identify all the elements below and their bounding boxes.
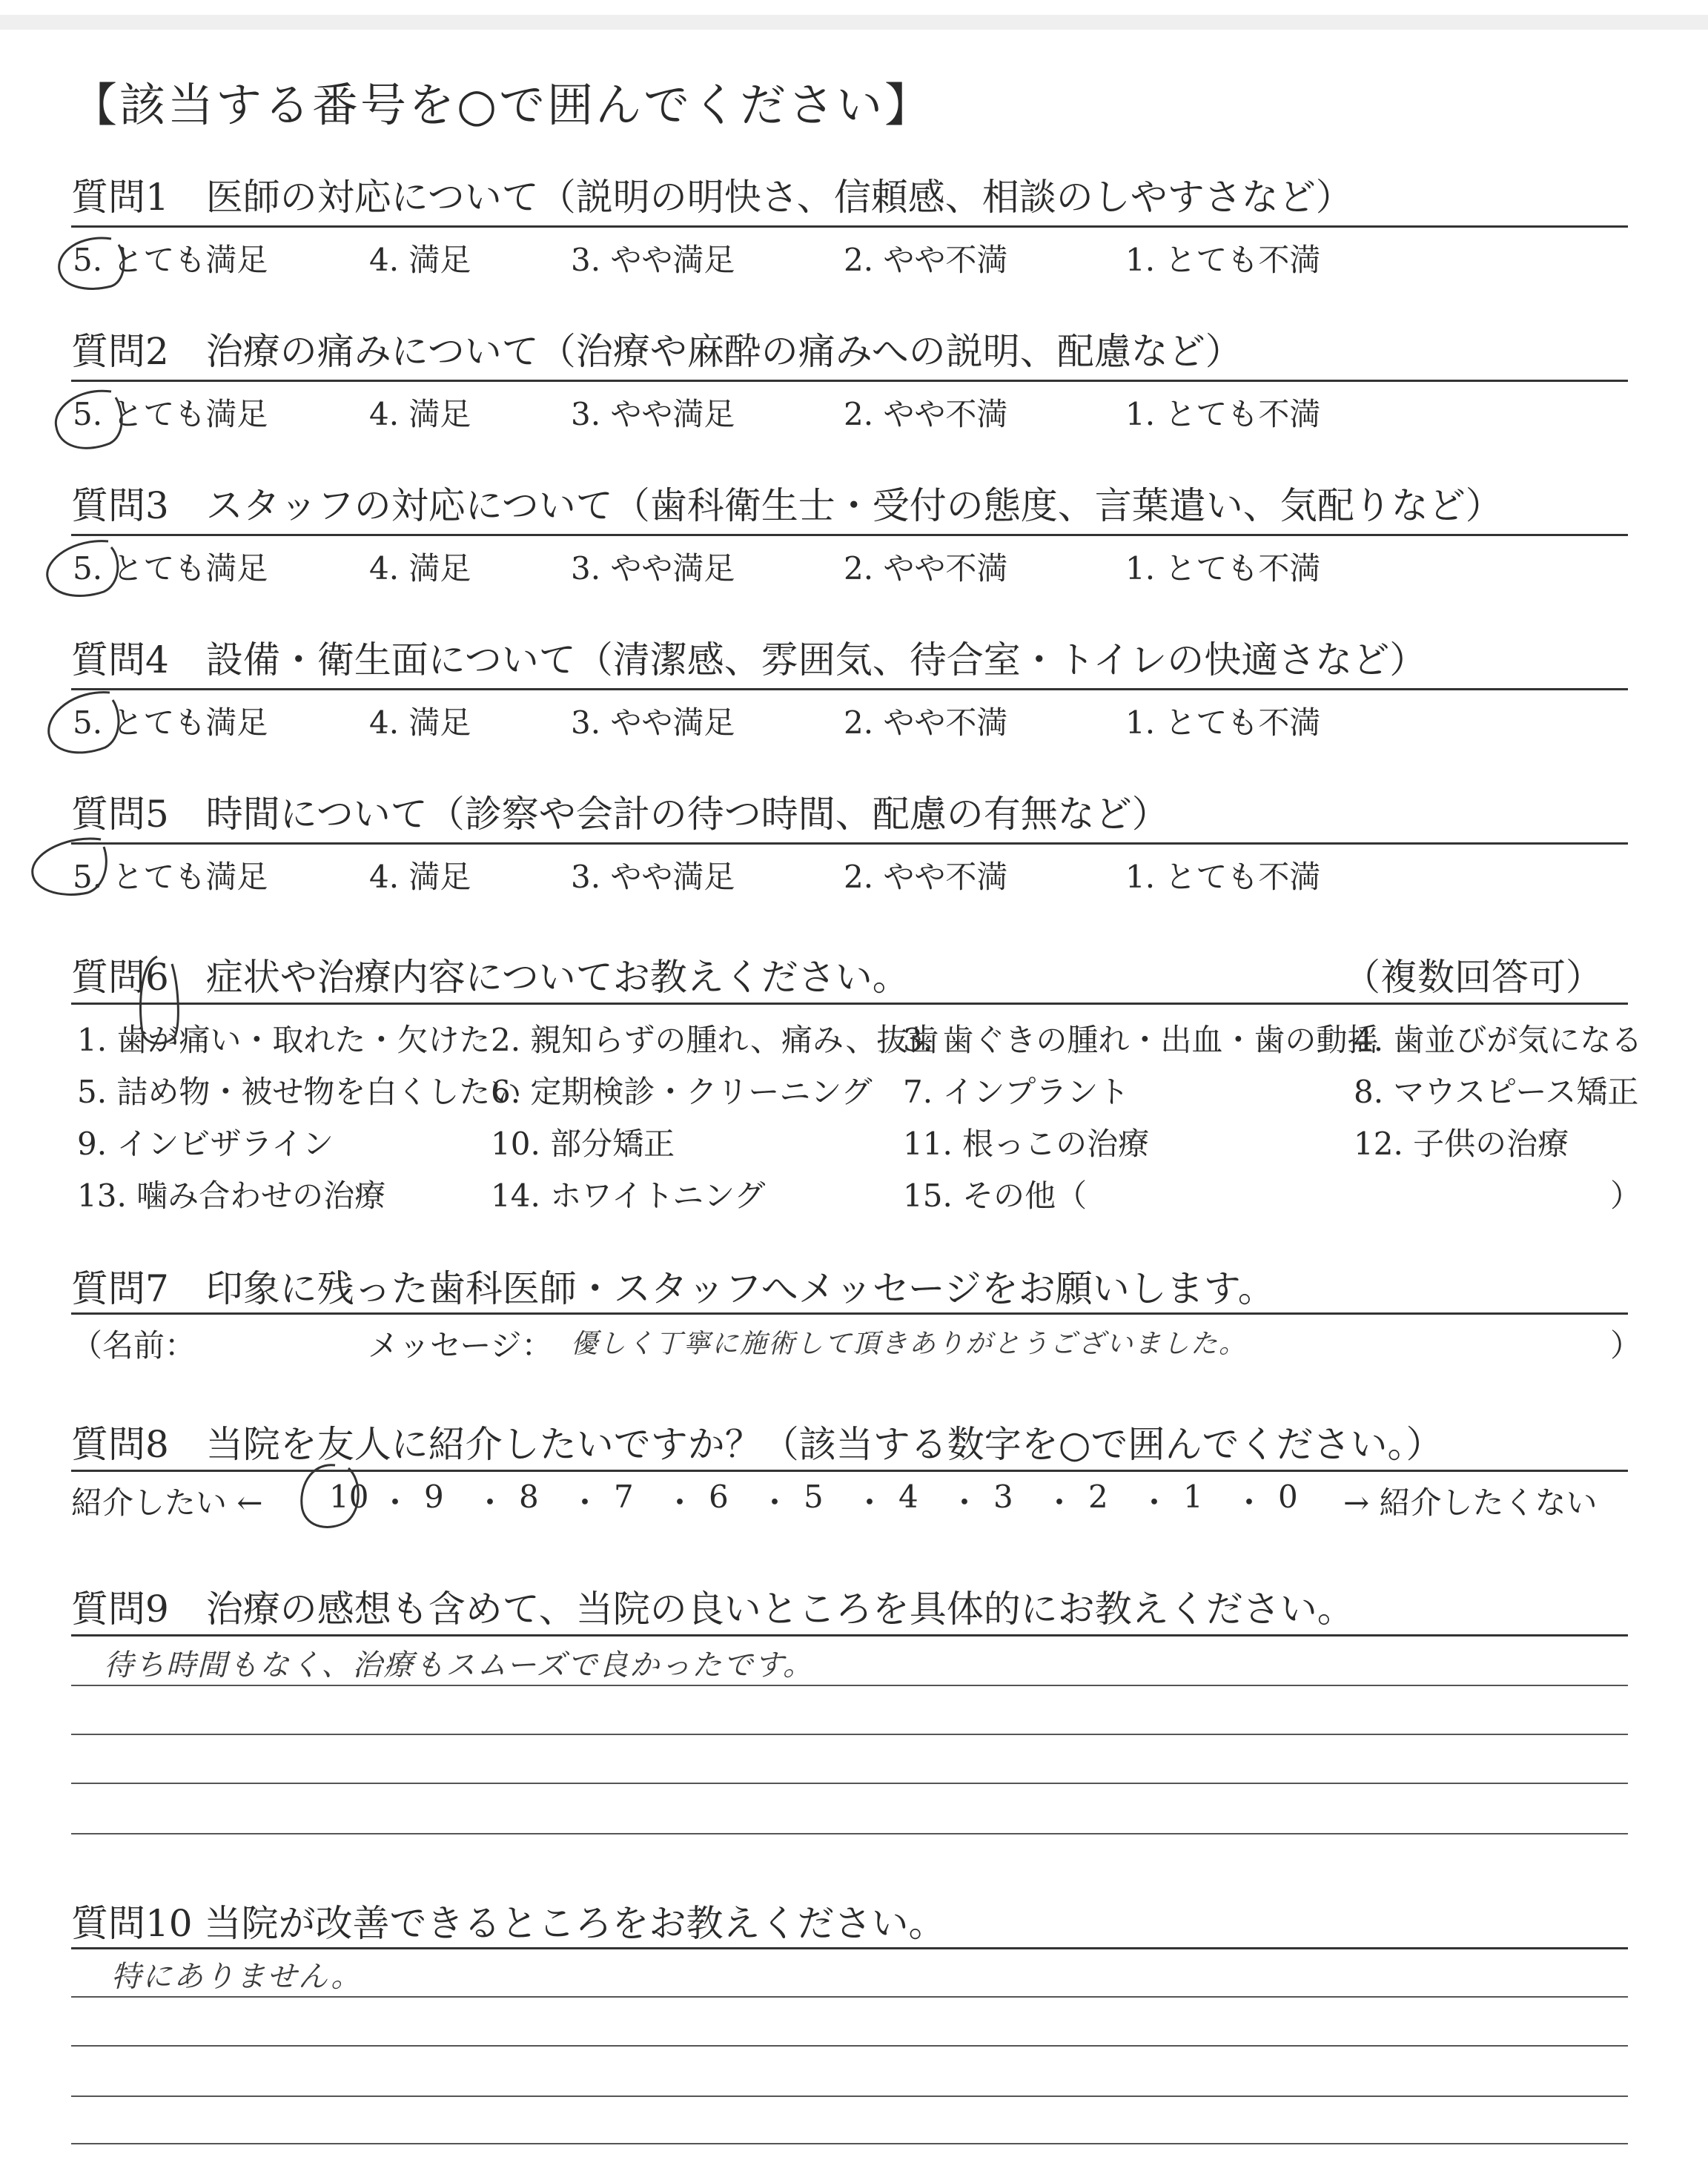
q2-title: 質問2 治療の痛みについて（治療や麻酔の痛みへの説明、配慮など） [71, 330, 1242, 373]
q8-scale-5[interactable]: 5 [804, 1479, 824, 1515]
q10-rule [71, 1947, 1628, 1949]
q2-rule [71, 380, 1628, 382]
q3-option-3[interactable]: 3. やや満足 [571, 550, 735, 587]
q8-right-label: → 紹介したくない [1343, 1484, 1598, 1521]
q6-title: 質問6 症状や治療内容についてお教えください。 [71, 956, 910, 999]
q1-option-1[interactable]: 1. とても不満 [1125, 242, 1321, 278]
q7-close-paren: ） [1610, 1327, 1642, 1364]
q5-option-2[interactable]: 2. やや不満 [844, 859, 1008, 895]
q8-scale-4[interactable]: 4 [898, 1479, 918, 1515]
q6-option-14[interactable]: 14. ホワイトニング [491, 1178, 766, 1214]
q10-title: 質問10 当院が改善できるところをお教えください。 [71, 1902, 946, 1945]
q8-separator: ・ [949, 1484, 981, 1521]
q6-note: （複数回答可） [1343, 956, 1603, 999]
q9-answer[interactable]: 待ち時間もなく、治療もスムーズで良かったです。 [104, 1648, 814, 1682]
q10-answer-line [71, 1996, 1628, 1998]
q5-option-4[interactable]: 4. 満足 [369, 859, 471, 895]
q8-scale-3[interactable]: 3 [993, 1479, 1013, 1515]
q8-separator: ・ [474, 1484, 506, 1521]
q4-option-4[interactable]: 4. 満足 [369, 704, 471, 741]
q10-answer-line [71, 2143, 1628, 2144]
q9-answer-line [71, 1833, 1628, 1834]
q1-rule [71, 225, 1628, 228]
q9-title: 質問9 治療の感想も含めて、当院の良いところを具体的にお教えください。 [71, 1588, 1354, 1631]
q2-option-5[interactable]: 5. とても満足 [73, 396, 268, 432]
q6-option-4[interactable]: 4. 歯並びが気になる [1354, 1022, 1643, 1058]
q7-name-label: （名前： [71, 1327, 196, 1364]
q7-rule [71, 1312, 1628, 1315]
q3-title: 質問3 スタッフの対応について（歯科衛生士・受付の態度、言葉遣い、気配りなど） [71, 484, 1503, 527]
q4-option-2[interactable]: 2. やや不満 [844, 704, 1008, 741]
q5-option-1[interactable]: 1. とても不満 [1125, 859, 1321, 895]
q6-option-2[interactable]: 2. 親知らずの腫れ、痛み、抜歯 [491, 1022, 939, 1058]
q8-separator: ・ [569, 1484, 601, 1521]
q1-option-4[interactable]: 4. 満足 [369, 242, 471, 278]
q3-option-2[interactable]: 2. やや不満 [844, 550, 1008, 587]
q9-rule [71, 1634, 1628, 1636]
scan-edge [0, 15, 1708, 30]
q1-option-3[interactable]: 3. やや満足 [571, 242, 735, 278]
q6-close-paren: ） [1610, 1178, 1642, 1214]
q8-scale-8[interactable]: 8 [519, 1479, 539, 1515]
q8-scale-0[interactable]: 0 [1278, 1479, 1298, 1515]
q5-option-5[interactable]: 5. とても満足 [73, 859, 268, 895]
q4-option-5[interactable]: 5. とても満足 [73, 704, 268, 741]
q8-scale-9[interactable]: 9 [424, 1479, 444, 1515]
q10-answer-line [71, 2045, 1628, 2047]
q1-option-2[interactable]: 2. やや不満 [844, 242, 1008, 278]
q4-option-1[interactable]: 1. とても不満 [1125, 704, 1321, 741]
q8-scale-1[interactable]: 1 [1183, 1479, 1203, 1515]
q8-scale-2[interactable]: 2 [1088, 1479, 1108, 1515]
q4-rule [71, 688, 1628, 690]
q6-option-7[interactable]: 7. インプラント [903, 1074, 1130, 1110]
q6-option-1[interactable]: 1. 歯が痛い・取れた・欠けた [77, 1022, 491, 1058]
q8-scale-6[interactable]: 6 [709, 1479, 729, 1515]
q2-option-1[interactable]: 1. とても不満 [1125, 396, 1321, 432]
q8-scale-7[interactable]: 7 [614, 1479, 634, 1515]
q8-separator: ・ [1139, 1484, 1171, 1521]
q6-option-12[interactable]: 12. 子供の治療 [1354, 1126, 1569, 1162]
q4-option-3[interactable]: 3. やや満足 [571, 704, 735, 741]
q6-rule [71, 1003, 1628, 1005]
q6-option-13[interactable]: 13. 噛み合わせの治療 [77, 1178, 386, 1214]
q3-option-4[interactable]: 4. 満足 [369, 550, 471, 587]
q7-title: 質問7 印象に残った歯科医師・スタッフへメッセージをお願いします。 [71, 1267, 1275, 1310]
q8-rule [71, 1470, 1628, 1472]
q2-option-2[interactable]: 2. やや不満 [844, 396, 1008, 432]
q3-rule [71, 534, 1628, 536]
q7-message-label: メッセージ： [368, 1327, 553, 1364]
q8-title: 質問8 当院を友人に紹介したいですか？（該当する数字を○で囲んでください。） [71, 1423, 1443, 1466]
q1-title: 質問1 医師の対応について（説明の明快さ、信頼感、相談のしやすさなど） [71, 176, 1353, 219]
q7-message[interactable]: 優しく丁寧に施術して頂きありがとうございました。 [571, 1329, 1248, 1359]
q6-option-3[interactable]: 3. 歯ぐきの腫れ・出血・歯の動揺 [903, 1022, 1379, 1058]
q5-rule [71, 842, 1628, 845]
q8-separator: ・ [759, 1484, 791, 1521]
q10-answer-line [71, 2095, 1628, 2097]
q6-option-11[interactable]: 11. 根っこの治療 [903, 1126, 1150, 1162]
q8-separator: ・ [854, 1484, 886, 1521]
q10-answer[interactable]: 特にありません。 [111, 1960, 363, 1994]
q8-separator: ・ [1234, 1484, 1265, 1521]
q6-option-15[interactable]: 15. その他（ [903, 1178, 1088, 1214]
q2-option-4[interactable]: 4. 満足 [369, 396, 471, 432]
q6-option-6[interactable]: 6. 定期検診・クリーニング [491, 1074, 873, 1110]
q6-option-10[interactable]: 10. 部分矯正 [491, 1126, 675, 1162]
q8-separator: ・ [664, 1484, 696, 1521]
q6-option-8[interactable]: 8. マウスピース矯正 [1354, 1074, 1639, 1110]
q2-option-3[interactable]: 3. やや満足 [571, 396, 735, 432]
q9-answer-line [71, 1783, 1628, 1784]
q5-option-3[interactable]: 3. やや満足 [571, 859, 735, 895]
q9-answer-line [71, 1685, 1628, 1686]
q3-option-5[interactable]: 5. とても満足 [73, 550, 268, 587]
q8-scale-10[interactable]: 10 [329, 1479, 369, 1515]
q8-left-label: 紹介したい ← [71, 1484, 263, 1521]
q9-answer-line [71, 1734, 1628, 1735]
q1-option-5[interactable]: 5. とても満足 [73, 242, 268, 278]
q6-option-5[interactable]: 5. 詰め物・被せ物を白くしたい [77, 1074, 522, 1110]
q3-option-1[interactable]: 1. とても不満 [1125, 550, 1321, 587]
q4-title: 質問4 設備・衛生面について（清潔感、雰囲気、待合室・トイレの快適さなど） [71, 638, 1427, 681]
q8-separator: ・ [380, 1484, 411, 1521]
page-title: 【該当する番号を○で囲んでください】 [71, 78, 933, 132]
q8-separator: ・ [1044, 1484, 1076, 1521]
q5-title: 質問5 時間について（診察や会計の待つ時間、配慮の有無など） [71, 793, 1169, 836]
q6-option-9[interactable]: 9. インビザライン [77, 1126, 334, 1162]
